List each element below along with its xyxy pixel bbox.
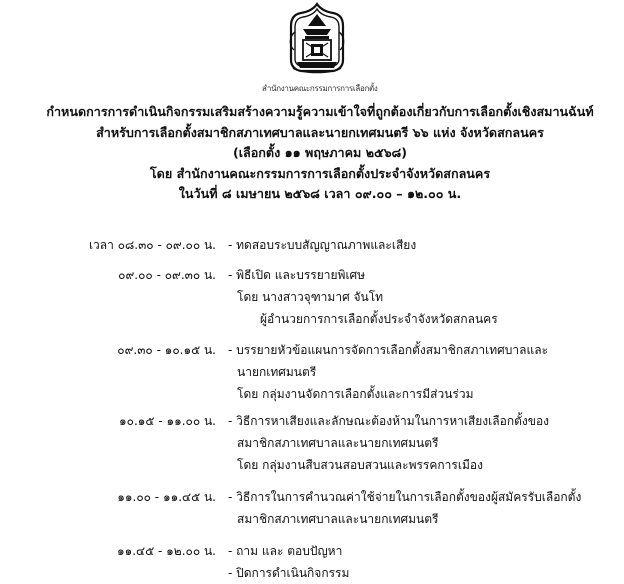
agenda-line: - ทดสอบระบบสัญญาณภาพและเสียง — [228, 238, 417, 252]
agenda-time: ๑๑.๐๐ - ๑๑.๔๕ น. — [117, 490, 216, 504]
agenda-line: โดย นางสาวจุฑามาศ จันโท — [237, 290, 384, 304]
agenda-line: โดย กลุ่มงานจัดการเลือกตั้งและการมีส่วนร่วม — [237, 387, 474, 401]
agenda-description — [228, 410, 549, 476]
agenda-line: - ถาม และ ตอบปัญหา — [228, 544, 343, 558]
agenda-line: สมาชิกสภาเทศบาลและนายกเทศมนตรี — [237, 512, 439, 526]
heading-line: สำหรับการเลือกตั้งสมาชิกสภาเทศบาลและนายกเทศมนตรี ๖๖ แห่ง จังหวัดสกลนคร — [96, 124, 544, 140]
heading-line: กำหนดการการดำเนินกิจกรรมเสริมสร้างความรู้ความเข้าใจที่ถูกต้องเกี่ยวกับการเลือกตั้งเชิงสมานฉันท์ — [46, 104, 594, 119]
logo-caption: สำนักงานคณะกรรมการการเลือกตั้ง — [262, 84, 378, 93]
agenda-line: - วิธีการหาเสียงและลักษณะต้องห้ามในการหาเสียงเลือกตั้งของ — [228, 414, 550, 428]
agenda-line: - วิธีการในการคำนวณค่าใช้จ่ายในการเลือกตั้งของผู้สมัครรับเลือกตั้ง — [228, 490, 582, 504]
agenda-description — [228, 339, 548, 405]
agenda-time: เวลา ๐๘.๓๐ - ๐๙.๐๐ น. — [88, 238, 216, 252]
agenda-time: ๑๐.๑๕ - ๑๑.๐๐ น. — [119, 414, 216, 428]
agenda-time: ๑๑.๔๕ - ๑๒.๐๐ น. — [117, 544, 216, 558]
agenda-description — [228, 264, 498, 330]
heading-line: (เลือกตั้ง ๑๑ พฤษภาคม ๒๕๖๘) — [232, 145, 408, 160]
agenda-line: - พิธีเปิด และบรรยายพิเศษ — [228, 268, 366, 282]
agenda-line: - บรรยายหัวข้อแผนการจัดการเลือกตั้งสมาชิกสภาเทศบาลและ — [228, 343, 549, 357]
heading-line: ในวันที่ ๘ เมษายน ๒๕๖๘ เวลา ๐๙.๐๐ – ๑๒.๐๐ น. — [178, 186, 462, 201]
agenda-description — [228, 234, 416, 256]
heading-line: โดย สำนักงานคณะกรรมการการเลือกตั้งประจำจังหวัดสกลนคร — [149, 165, 491, 181]
agenda-time: ๐๙.๓๐ - ๑๐.๑๕ น. — [117, 343, 216, 357]
agenda-line: นายกเทศมนตรี — [237, 365, 317, 379]
agenda-line: ผู้อำนวยการการเลือกตั้งประจำจังหวัดสกลนคร — [260, 312, 498, 326]
agenda-time: ๐๙.๐๐ - ๐๙.๓๐ น. — [118, 268, 216, 282]
agenda-line: - ปิดการดำเนินกิจกรรม — [228, 566, 350, 580]
document-heading — [40, 102, 600, 205]
agenda-description — [228, 486, 581, 530]
ect-emblem-icon — [277, 2, 357, 84]
agenda-line: สมาชิกสภาเทศบาลและนายกเทศมนตรี — [237, 436, 439, 450]
agenda-line: โดย กลุ่มงานสืบสวนสอบสวนและพรรคการเมือง — [237, 458, 483, 472]
agenda-description — [228, 540, 349, 584]
